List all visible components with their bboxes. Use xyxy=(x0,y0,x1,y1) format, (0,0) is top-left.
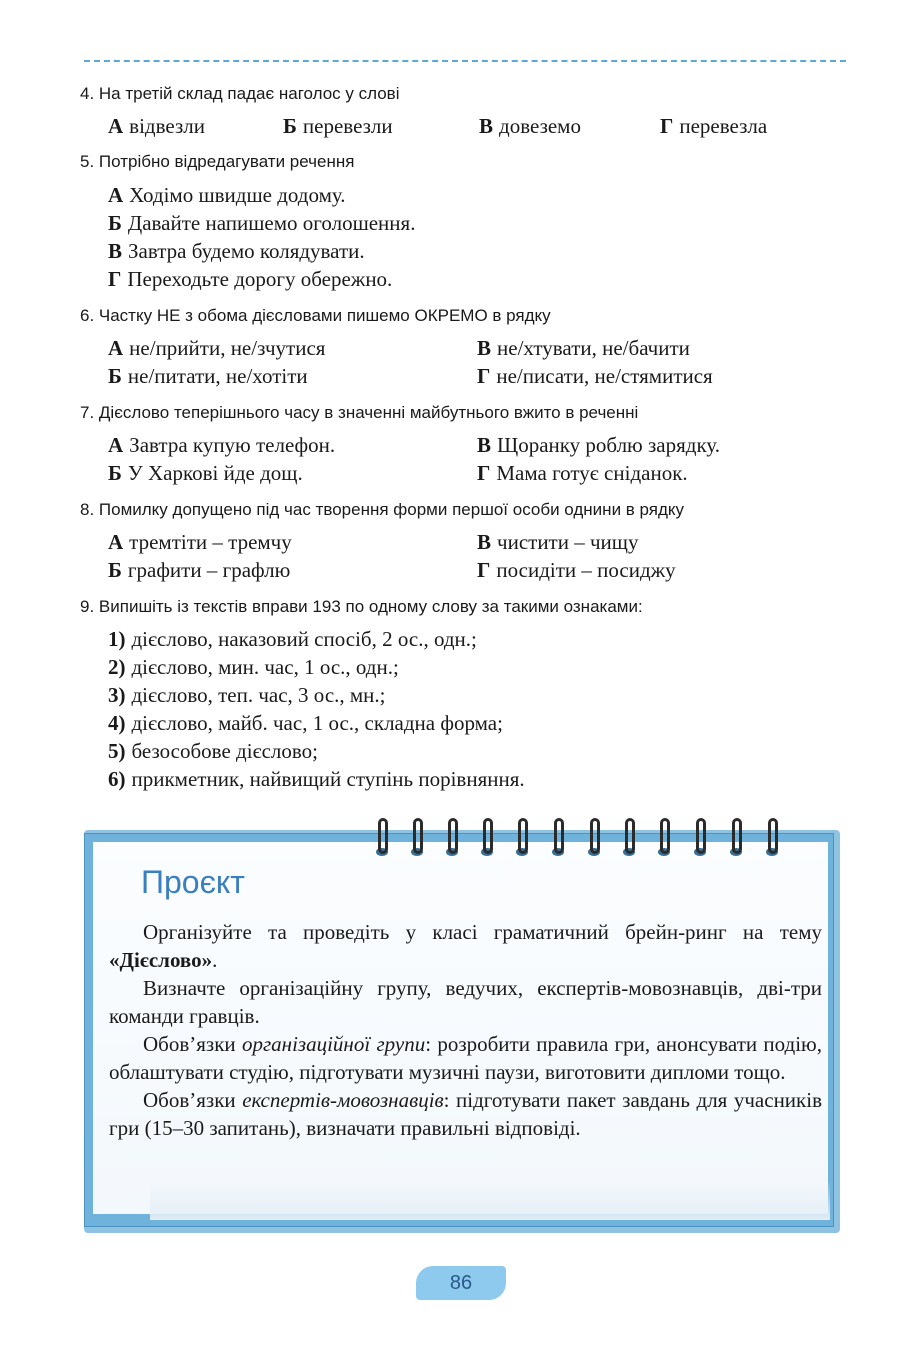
q6-option-a[interactable] xyxy=(108,335,325,361)
option-text: Мама готує сніданок. xyxy=(496,461,688,485)
option-text: Ходімо швидше додому. xyxy=(129,183,346,207)
top-dashed-rule xyxy=(84,60,846,62)
item-number: 5) xyxy=(108,739,126,763)
option-text: перевезла xyxy=(679,114,768,138)
option-text: Завтра купую телефон. xyxy=(129,433,336,457)
option-letter: Г xyxy=(477,461,491,485)
option-letter: Г xyxy=(108,267,122,291)
q4-option-h[interactable] xyxy=(660,113,767,139)
q4-option-b[interactable] xyxy=(283,113,393,139)
item-text: безособове дієслово; xyxy=(131,739,318,763)
option-letter: А xyxy=(108,114,124,138)
option-text: чистити – чищу xyxy=(497,530,639,554)
project-title: Проєкт xyxy=(141,864,245,900)
project-body xyxy=(109,918,822,1142)
option-letter: В xyxy=(479,114,494,138)
question-4: 4. На третій склад падає наголос у слові xyxy=(80,84,400,103)
item-number: 1) xyxy=(108,627,126,651)
page-number: 86 xyxy=(449,1272,473,1294)
option-text: Завтра будемо колядувати. xyxy=(128,239,365,263)
item-text: дієслово, майб. час, 1 ос., складна форма; xyxy=(131,711,503,735)
option-letter: А xyxy=(108,336,124,360)
option-letter: Б xyxy=(108,558,122,582)
option-letter: В xyxy=(477,530,492,554)
q7-option-h[interactable] xyxy=(477,460,688,486)
option-letter: А xyxy=(108,433,124,457)
option-text: Щоранку роблю зарядку. xyxy=(497,433,721,457)
emphasis-org-group: організаційної групи xyxy=(241,1032,426,1056)
question-5: 5. Потрібно відредагувати речення xyxy=(80,152,355,171)
option-text: посидіти – посиджу xyxy=(496,558,676,582)
option-letter: Г xyxy=(477,558,491,582)
item-text: дієслово, мин. час, 1 ос., одн.; xyxy=(131,655,399,679)
item-number: 3) xyxy=(108,683,126,707)
emphasis-experts: експертів-мовознавців xyxy=(242,1088,444,1112)
question-9: 9. Випишіть із текстів вправи 193 по одному слову за такими ознаками: xyxy=(80,597,643,616)
q8-option-v[interactable] xyxy=(477,529,638,555)
option-letter: В xyxy=(477,433,492,457)
q5-option-h[interactable] xyxy=(108,266,392,292)
q7-option-b[interactable] xyxy=(108,460,303,486)
option-letter: Б xyxy=(108,461,122,485)
item-number: 4) xyxy=(108,711,126,735)
option-letter: Б xyxy=(283,114,297,138)
option-letter: В xyxy=(108,239,123,263)
q5-option-b[interactable] xyxy=(108,210,415,236)
q9-item-5 xyxy=(108,738,318,764)
project-paragraph-4: Обов’язки експертів-мовознавців: підготувати пакет завдань для учасників гри (15–30 запитань), визначати правильні відповіді. xyxy=(109,1088,823,1140)
option-text: довеземо xyxy=(499,114,581,138)
q9-item-2 xyxy=(108,654,399,680)
option-letter: А xyxy=(108,530,124,554)
option-letter: Г xyxy=(660,114,674,138)
q8-option-a[interactable] xyxy=(108,529,292,555)
q7-option-v[interactable] xyxy=(477,432,720,458)
question-8: 8. Помилку допущено під час творення форми першої особи однини в рядку xyxy=(80,500,685,519)
q9-item-3 xyxy=(108,682,386,708)
q8-option-b[interactable] xyxy=(108,557,290,583)
q4-option-a[interactable] xyxy=(108,113,205,139)
option-text: тремтіти – тремчу xyxy=(129,530,292,554)
q6-option-h[interactable] xyxy=(477,363,713,389)
q9-item-4 xyxy=(108,710,503,736)
q9-item-6 xyxy=(108,766,525,792)
option-letter: Г xyxy=(477,364,491,388)
option-letter: В xyxy=(477,336,492,360)
spiral-binding-icon xyxy=(370,818,790,858)
paper-curl xyxy=(150,1180,830,1220)
option-letter: А xyxy=(108,183,124,207)
question-7: 7. Дієслово теперішнього часу в значенні майбутнього вжито в реченні xyxy=(80,403,639,422)
item-text: дієслово, наказовий спосіб, 2 ос., одн.; xyxy=(131,627,477,651)
q4-option-v[interactable] xyxy=(479,113,581,139)
project-paragraph-2: Визначте організаційну групу, ведучих, експертів-мовознавців, дві-три команди гравців. xyxy=(109,976,822,1028)
q7-option-a[interactable] xyxy=(108,432,335,458)
project-paragraph-3: Обов’язки організаційної групи: розробити правила гри, анонсувати подію, облаштувати студію, підготувати музичні паузи, виготовити дипломи тощо. xyxy=(109,1032,822,1084)
project-paragraph-1: Організуйте та проведіть у класі граматичний брейн-ринг на тему «Дієслово». xyxy=(109,920,822,972)
option-text: Давайте напишемо оголошення. xyxy=(127,211,416,235)
q8-option-h[interactable] xyxy=(477,557,676,583)
q9-item-1 xyxy=(108,626,477,652)
q6-option-b[interactable] xyxy=(108,363,308,389)
option-text: Переходьте дорогу обережно. xyxy=(127,267,393,291)
option-text: графити – графлю xyxy=(127,558,291,582)
option-text: перевезли xyxy=(302,114,393,138)
option-text: не/хтувати, не/бачити xyxy=(497,336,690,360)
q5-option-a[interactable] xyxy=(108,182,346,208)
q5-option-v[interactable] xyxy=(108,238,365,264)
item-text: дієслово, теп. час, 3 ос., мн.; xyxy=(131,683,386,707)
project-topic: «Дієслово» xyxy=(109,948,213,972)
item-number: 6) xyxy=(108,767,126,791)
option-text: У Харкові йде дощ. xyxy=(127,461,303,485)
option-text: не/писати, не/стямитися xyxy=(496,364,713,388)
question-6: 6. Частку НЕ з обома дієсловами пишемо ОКРЕМО в рядку xyxy=(80,306,551,325)
option-letter: Б xyxy=(108,211,122,235)
item-number: 2) xyxy=(108,655,126,679)
item-text: прикметник, найвищий ступінь порівняння. xyxy=(131,767,525,791)
option-text: не/питати, не/хотіти xyxy=(127,364,308,388)
option-letter: Б xyxy=(108,364,122,388)
option-text: відвезли xyxy=(129,114,205,138)
option-text: не/прийти, не/зчутися xyxy=(129,336,326,360)
q6-option-v[interactable] xyxy=(477,335,690,361)
